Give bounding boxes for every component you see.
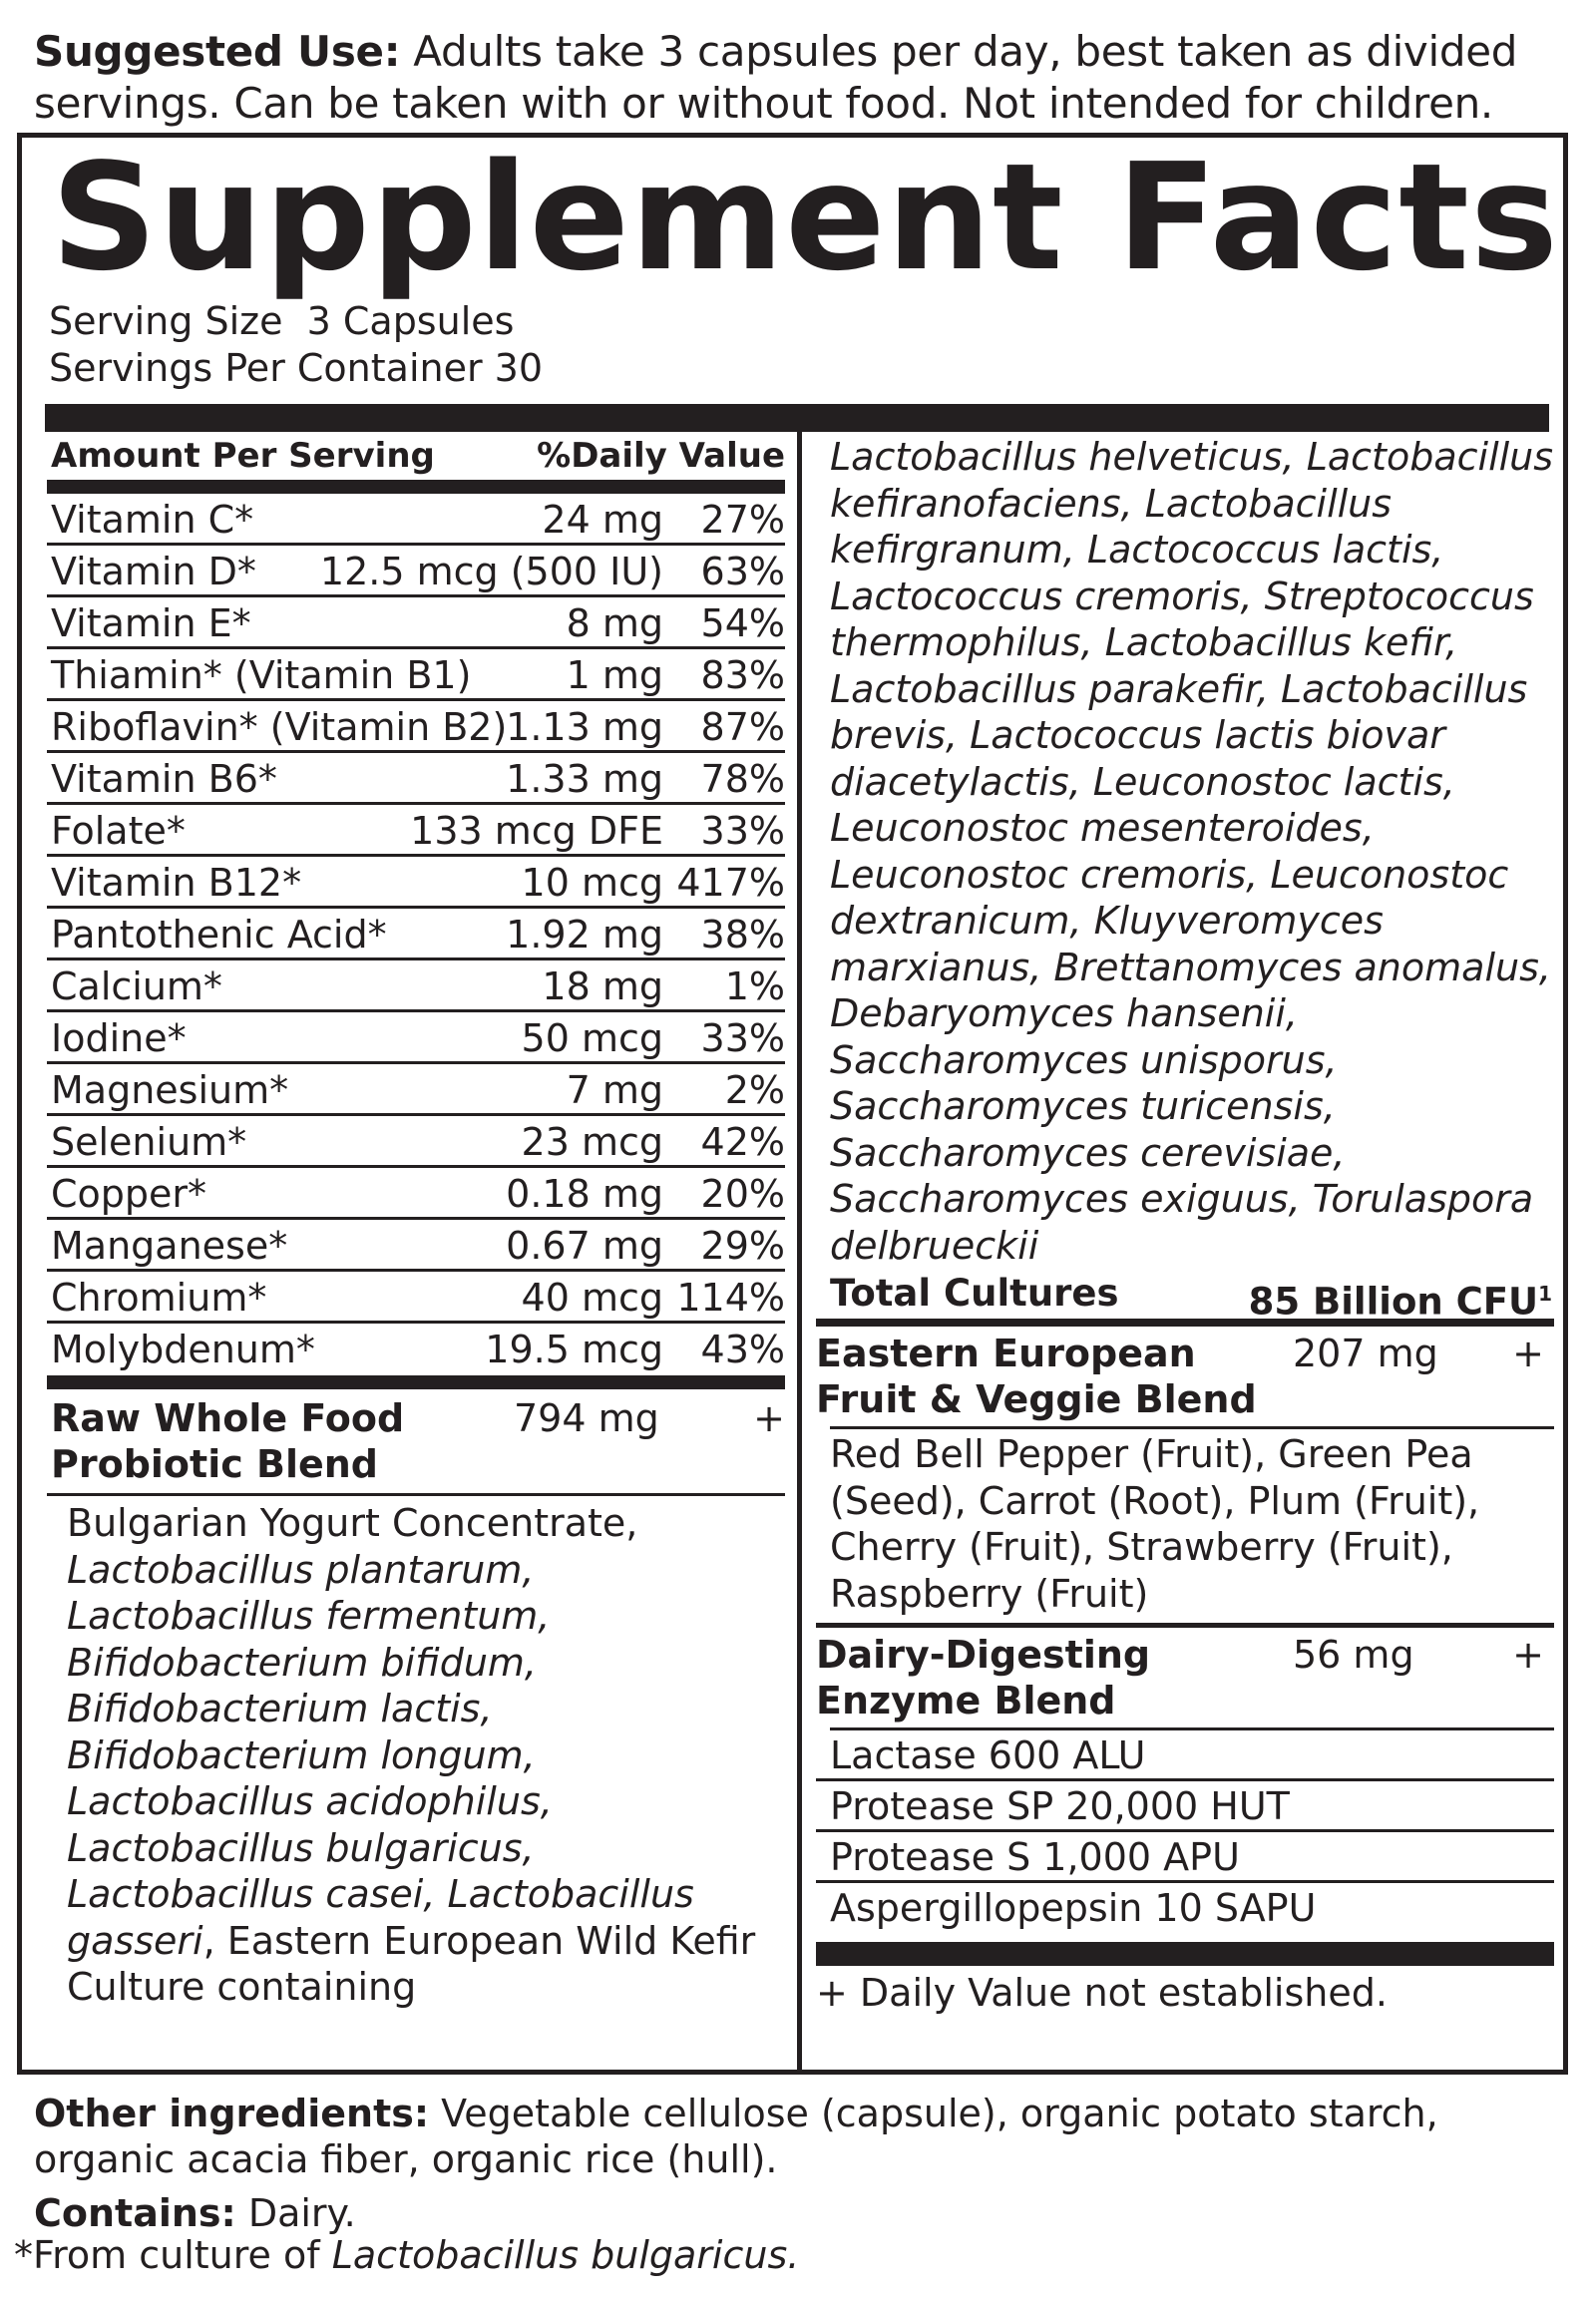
nutrient-row [47, 1168, 785, 1220]
enzyme-row: Lactase 600 ALU [816, 1730, 1554, 1781]
fruit-blend-name-line1: Eastern European [816, 1332, 1196, 1375]
other-ingredients-text: Vegetable cellulose (capsule), organic potato starch, organic acacia fiber, organic rice (hull). [34, 2092, 1438, 2181]
nutrient-dv: 54% [700, 601, 785, 645]
nutrient-dv: 1% [724, 964, 785, 1008]
nutrient-name: Manganese* [51, 1224, 288, 1268]
daily-value-header: %Daily Value [537, 436, 785, 476]
culture-footnote-prefix: *From culture of [14, 2233, 332, 2277]
total-cultures-footnote-mark: 1 [1538, 1282, 1552, 1306]
nutrient-amount: 8 mg [566, 601, 663, 645]
probiotic-blend-name-line2: Probiotic Blend [51, 1442, 378, 1486]
nutrient-name: Iodine* [51, 1016, 187, 1060]
enzyme-row: Protease S 1,000 APU [816, 1832, 1554, 1883]
fruit-blend-name [816, 1331, 1257, 1422]
enzyme-blend-dv: + [1512, 1633, 1544, 1677]
nutrient-amount: 1 mg [566, 653, 663, 697]
suggested-use-text: Adults take 3 capsules per day, best taken as divided servings. Can be taken with or without food. Not intended for children. [34, 27, 1518, 128]
nutrient-dv: 29% [700, 1224, 785, 1268]
nutrient-row [47, 857, 785, 909]
enzyme-blend-amount: 56 mg [1293, 1633, 1414, 1677]
total-cultures-value [1249, 1269, 1552, 1327]
nutrient-row [47, 1012, 785, 1064]
nutrient-amount: 10 mcg [521, 861, 663, 905]
fruit-blend-name-line2: Fruit & Veggie Blend [816, 1377, 1257, 1421]
amount-per-serving-header: Amount Per Serving [51, 436, 435, 476]
left-column [47, 432, 785, 2011]
nutrient-name: Vitamin B6* [51, 757, 277, 801]
nutrient-dv: 27% [700, 498, 785, 542]
nutrient-amount: 18 mg [542, 964, 663, 1008]
nutrient-row [47, 597, 785, 649]
nutrient-dv: 43% [700, 1328, 785, 1371]
nutrient-row [47, 1220, 785, 1272]
nutrient-name: Molybdenum* [51, 1328, 315, 1371]
suggested-use-label: Suggested Use: [34, 27, 401, 76]
nutrient-dv: 33% [700, 809, 785, 853]
nutrient-dv: 2% [724, 1068, 785, 1112]
nutrient-amount: 1.92 mg [506, 913, 663, 957]
contains-text: Dairy. [235, 2191, 356, 2235]
nutrient-row [47, 701, 785, 753]
nutrient-row [47, 1324, 785, 1375]
footnote-divider [816, 1942, 1554, 1966]
total-cultures-label: Total Cultures [830, 1272, 1119, 1315]
culture-footnote-species: Lactobacillus bulgaricus. [331, 2233, 800, 2277]
nutrient-row [47, 1064, 785, 1116]
nutrient-name: Chromium* [51, 1276, 267, 1320]
fruit-blend-header [816, 1327, 1554, 1426]
other-ingredients-label: Other ingredients: [34, 2092, 430, 2135]
nutrient-name: Riboflavin* (Vitamin B2) [51, 705, 508, 749]
nutrient-row [47, 909, 785, 960]
nutrient-name: Folate* [51, 809, 186, 853]
right-column [816, 432, 1554, 2020]
nutrient-dv: 63% [700, 550, 785, 593]
nutrient-dv: 83% [700, 653, 785, 697]
nutrient-row [47, 494, 785, 546]
fruit-blend-amount: 207 mg [1293, 1332, 1438, 1375]
strains-left: Lactobacillus plantarum, Lactobacillus fermentum, Bifidobacterium bifidum, Bifidobacterium lactis, Bifidobacterium longum, Lactobacillus acidophilus, Lactobacillus bulgaricus, Lactobacillus casei, Lactobacillus gasseri [67, 1547, 694, 1963]
nutrient-amount: 7 mg [566, 1068, 663, 1112]
nutrient-dv: 38% [700, 913, 785, 957]
nutrient-amount: 23 mcg [521, 1120, 663, 1164]
kefir-culture-text: , Eastern European Wild Kefir Culture containing [67, 1918, 756, 2009]
fruit-blend-dv: + [1512, 1332, 1544, 1375]
dv-not-established: + Daily Value not established. [816, 1971, 1388, 2015]
column-divider [797, 432, 802, 2075]
nutrient-dv: 78% [700, 757, 785, 801]
suggested-use [34, 26, 1570, 130]
culture-footnote [14, 2232, 799, 2278]
enzyme-blend-name-line1: Dairy-Digesting [816, 1633, 1151, 1677]
nutrient-dv: 87% [700, 705, 785, 749]
supplement-facts-panel [17, 133, 1568, 2075]
nutrient-row [47, 960, 785, 1012]
probiotic-strains-right: Lactobacillus helveticus, Lactobacillus kefiranofaciens, Lactobacillus kefirgranum, Lactococcus lactis, Lactococcus cremoris, Streptococcus thermophilus, Lactobacillus kefir, Lactobacillus parakefir, Lactobacillus brevis, Lactococcus lactis biovar diacetylactis, Leuconostoc lactis, Leuconostoc mesenteroides, Leuconostoc cremoris, Leuconostoc dextranicum, Kluyveromyces marxianus, Brettanomyces anomalus, Debaryomyces hansenii, Saccharomyces unisporus, Saccharomyces turicensis, Saccharomyces cerevisiae, Saccharomyces exiguus, Torulaspora delbrueckii [830, 435, 1554, 1268]
nutrient-list [47, 494, 785, 1375]
blend-divider [47, 1375, 785, 1389]
nutrient-amount: 0.67 mg [506, 1224, 663, 1268]
nutrient-row [47, 649, 785, 701]
nutrient-name: Vitamin C* [51, 498, 254, 542]
nutrient-row [47, 1116, 785, 1168]
bottom-notes [34, 2091, 1570, 2244]
probiotic-blend-dv: + [753, 1396, 785, 1440]
nutrient-name: Calcium* [51, 964, 222, 1008]
nutrient-name: Pantothenic Acid* [51, 913, 387, 957]
table-header [47, 432, 785, 480]
nutrient-dv: 33% [700, 1016, 785, 1060]
enzyme-list [816, 1730, 1554, 1934]
probiotic-blend-header [47, 1389, 785, 1493]
nutrient-dv: 42% [700, 1120, 785, 1164]
nutrient-row [47, 753, 785, 805]
probiotic-blend-name [51, 1395, 404, 1487]
nutrient-amount: 50 mcg [521, 1016, 663, 1060]
nutrient-row [47, 805, 785, 857]
other-ingredients [34, 2091, 1570, 2182]
contains [34, 2190, 1570, 2236]
nutrient-amount: 1.13 mg [506, 705, 663, 749]
nutrient-dv: 20% [700, 1172, 785, 1216]
servings-per-container: Servings Per Container 30 [49, 346, 544, 390]
total-cultures [816, 1269, 1554, 1324]
nutrient-amount: 19.5 mcg [485, 1328, 663, 1371]
enzyme-blend-name [816, 1632, 1150, 1724]
enzyme-blend-name-line2: Enzyme Blend [816, 1679, 1116, 1723]
nutrient-row [47, 1272, 785, 1324]
panel-title: Supplement Facts [51, 132, 1560, 303]
total-cultures-amount: 85 Billion CFU [1248, 1280, 1539, 1324]
thick-divider [45, 404, 1549, 432]
serving-info [49, 298, 543, 392]
first-ingredient: Bulgarian Yogurt Concentrate, [67, 1501, 638, 1545]
nutrient-name: Vitamin B12* [51, 861, 302, 905]
probiotic-ingredients-left [47, 1496, 785, 2011]
nutrient-dv: 417% [676, 861, 785, 905]
enzyme-row: Aspergillopepsin 10 SAPU [830, 1886, 1317, 1930]
enzyme-blend-header [816, 1628, 1554, 1727]
nutrient-amount: 12.5 mcg (500 IU) [319, 550, 663, 593]
nutrient-amount: 24 mg [542, 498, 663, 542]
nutrient-name: Copper* [51, 1172, 207, 1216]
nutrient-name: Thiamin* (Vitamin B1) [51, 653, 472, 697]
contains-label: Contains: [34, 2191, 236, 2235]
fruit-blend-ingredients: Red Bell Pepper (Fruit), Green Pea (Seed), Carrot (Root), Plum (Fruit), Cherry (Fruit), Strawberry (Fruit), Raspberry (Fruit) [830, 1432, 1480, 1616]
nutrient-name: Selenium* [51, 1120, 247, 1164]
nutrient-amount: 1.33 mg [506, 757, 663, 801]
nutrient-row [47, 546, 785, 597]
nutrient-amount: 0.18 mg [506, 1172, 663, 1216]
header-divider [47, 480, 785, 494]
nutrient-dv: 114% [676, 1276, 785, 1320]
nutrient-name: Magnesium* [51, 1068, 289, 1112]
nutrient-name: Vitamin D* [51, 550, 256, 593]
nutrient-amount: 133 mcg DFE [410, 809, 663, 853]
enzyme-row: Protease SP 20,000 HUT [816, 1781, 1554, 1832]
serving-size: Serving Size 3 Capsules [49, 299, 515, 343]
probiotic-blend-name-line1: Raw Whole Food [51, 1396, 405, 1440]
nutrient-amount: 40 mcg [521, 1276, 663, 1320]
probiotic-blend-amount: 794 mg [514, 1396, 659, 1440]
nutrient-name: Vitamin E* [51, 601, 251, 645]
